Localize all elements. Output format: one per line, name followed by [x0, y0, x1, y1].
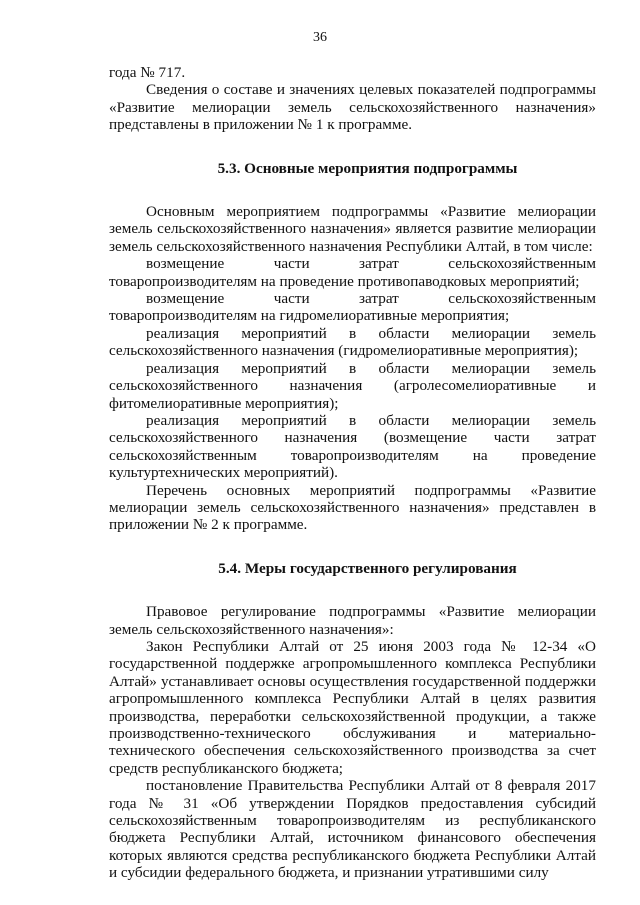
- spacer: [109, 577, 596, 603]
- section-5-4-paragraph: Правовое регулирование подпрограммы «Развитие мелиорации земель сельскохозяйственного назначения»:: [109, 603, 596, 638]
- section-heading-5-4: 5.4. Меры государственного регулирования: [218, 559, 517, 577]
- section-5-3-list-item: возмещение части затрат сельскохозяйственным товаропроизводителям на проведение противопаводковых мероприятий;: [109, 255, 596, 290]
- section-5-3-paragraph: Основным мероприятием подпрограммы «Развитие мелиорации земель сельскохозяйственного назначения» является развитие мелиорации земель сельскохозяйственного назначения Республики Алтай, в том числе:: [109, 203, 596, 255]
- section-5-3-list-item: реализация мероприятий в области мелиорации земель сельскохозяйственного назначения (агролесомелиоративные и фитомелиоративные мероприятия);: [109, 359, 596, 412]
- section-5-4-paragraph: постановление Правительства Республики Алтай от 8 февраля 2017 года № 31 «Об утверждении Порядков предоставления субсидий сельскохозяйственным товаропроизводителям из республиканского бюджета Республики Алтай, источником финансового обеспечения которых являются средства республиканского бюджета Республики Алтай и субсидии федерального бюджета, и признании утратившими силу: [109, 777, 596, 882]
- section-5-3-list-item: возмещение части затрат сельскохозяйственным товаропроизводителям на гидромелиоративные мероприятия;: [109, 290, 596, 325]
- section-5-3-list-item: реализация мероприятий в области мелиорации земель сельскохозяйственного назначения (гидромелиоративные мероприятия);: [109, 324, 596, 360]
- intro-continuation: года № 717.: [109, 64, 186, 81]
- spacer: [109, 534, 596, 560]
- page-content: [109, 64, 596, 882]
- intro-paragraph: Сведения о составе и значениях целевых показателей подпрограммы «Развитие мелиорации земель сельскохозяйственного назначения» представлены в приложении № 1 к программе.: [109, 81, 596, 134]
- section-heading-5-3: 5.3. Основные мероприятия подпрограммы: [217, 159, 518, 177]
- spacer: [109, 134, 596, 160]
- spacer: [109, 177, 596, 203]
- section-5-4-paragraph: Закон Республики Алтай от 25 июня 2003 года № 12-34 «О государственной поддержке агропромышленного комплекса Республики Алтай» устанавливает основы осуществления государственной поддержки агропромышленного комплекса Республики Алтай в целях развития производства, переработки сельскохозяйственной продукции, а также производственно-технического обслуживания и материально-технического обеспечения сельскохозяйственного производства за счет средств республиканского бюджета;: [109, 637, 596, 777]
- section-5-3-paragraph: Перечень основных мероприятий подпрограммы «Развитие мелиорации земель сельскохозяйственного назначения» представлен в приложении № 2 к программе.: [109, 481, 596, 534]
- page-number: 36: [313, 30, 327, 45]
- section-5-3-list-item: реализация мероприятий в области мелиорации земель сельскохозяйственного назначения (возмещение части затрат сельскохозяйственным товаропроизводителям на проведение культуртехнических мероприятий).: [109, 411, 596, 482]
